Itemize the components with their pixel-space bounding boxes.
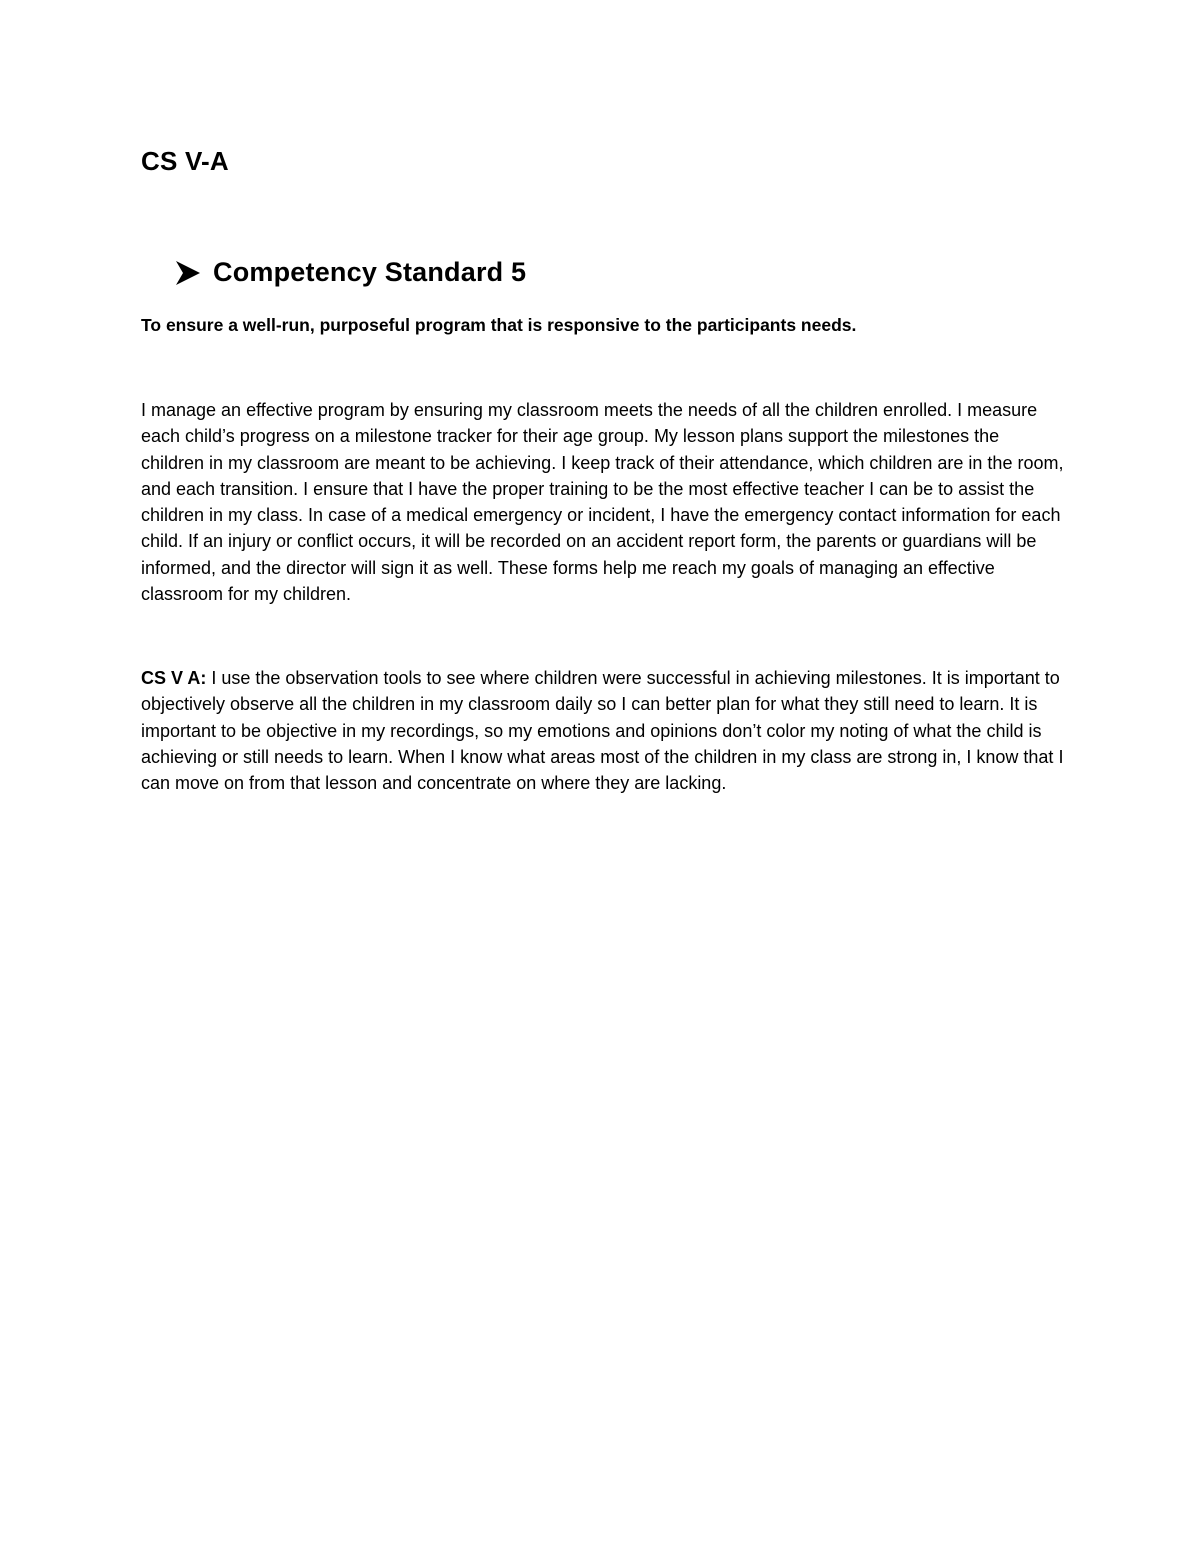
section-heading	[173, 257, 526, 288]
section-heading-text: Competency Standard 5	[213, 257, 527, 287]
paragraph-2-text: I use the observation tools to see where children were successful in achieving milestones. It is important to objectively observe all the children in my classroom daily so I can better plan for what they still need to learn. It is important to be objective in my recordings, so my emotions and opinions don’t color my noting of what the child is achieving or still needs to learn. When I know what areas most of the children in my class are strong in, I know that I can move on from that lesson and concentrate on where they are lacking.	[141, 668, 1064, 794]
standard-goal-statement: To ensure a well-run, purposeful program that is responsive to the participants needs.	[141, 315, 857, 335]
paragraph-2-label: CS V A:	[141, 668, 207, 688]
document-title: CS V-A	[141, 146, 229, 176]
body-paragraph-2	[141, 665, 1066, 796]
body-paragraph-1: I manage an effective program by ensuring my classroom meets the needs of all the children enrolled. I measure each child’s progress on a milestone tracker for their age group. My lesson plans support the milestones the children in my classroom are meant to be achieving. I keep track of their attendance, which children are in the room, and each transition. I ensure that I have the proper training to be the most effective teacher I can be to assist the children in my class. In case of a medical emergency or incident, I have the emergency contact information for each child. If an injury or conflict occurs, it will be recorded on an accident report form, the parents or guardians will be informed, and the director will sign it as well. These forms help me reach my goals of managing an effective classroom for my children.	[141, 400, 1064, 605]
arrowhead-bullet-icon	[173, 258, 203, 288]
